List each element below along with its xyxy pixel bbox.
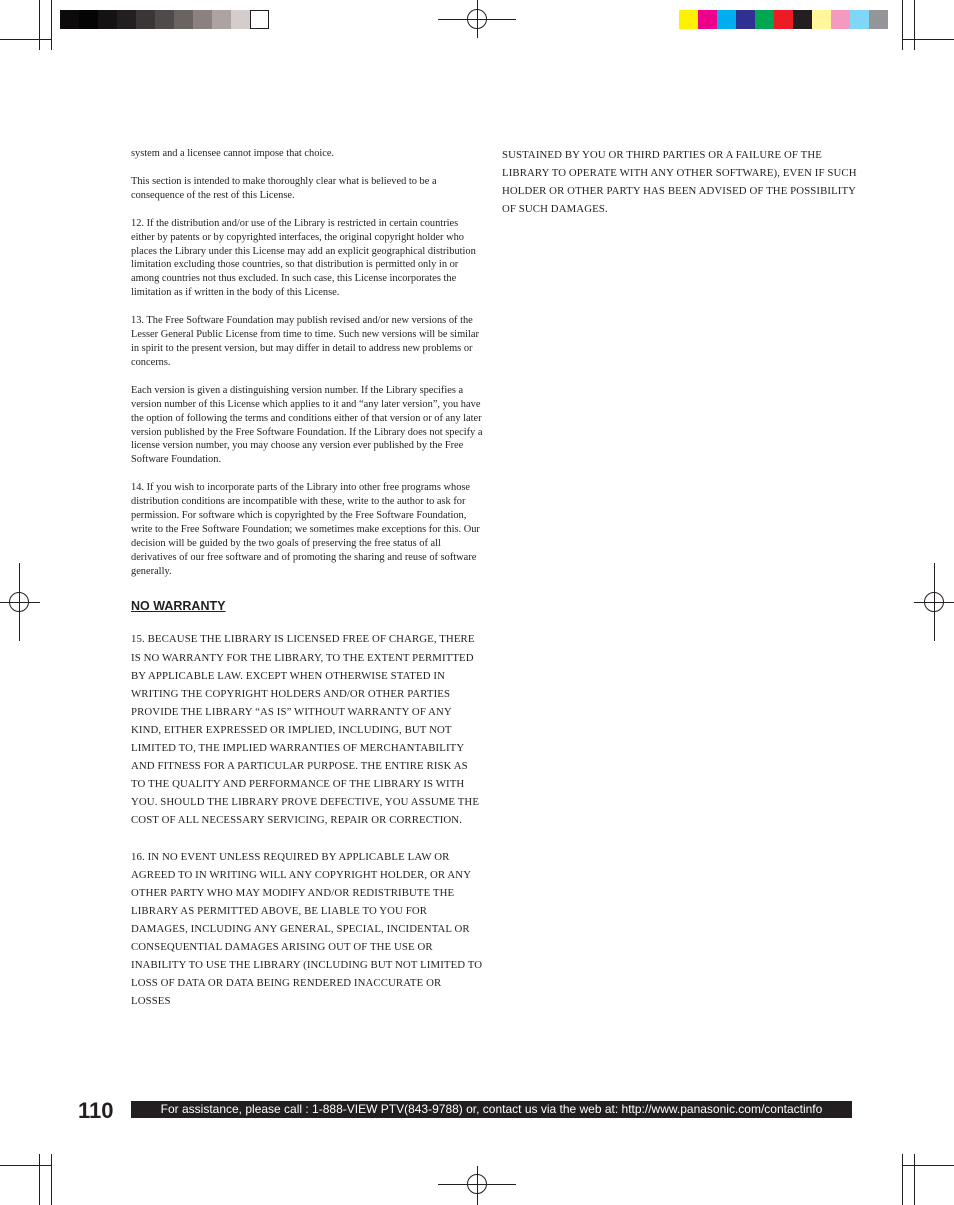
color-swatch: [698, 10, 717, 29]
body-paragraph: 13. The Free Software Foundation may publish revised and/or new versions of the Lesser General Public License from time to time. Such new versions will be similar in spirit to the present version, but may differ in detail to address new problems or concerns.: [131, 315, 480, 368]
gray-swatch: [174, 10, 193, 29]
color-swatch: [812, 10, 831, 29]
gray-swatch: [136, 10, 155, 29]
color-swatch: [869, 10, 888, 29]
gray-swatch: [60, 10, 79, 29]
color-calibration-bar: [679, 10, 888, 29]
gray-swatch: [212, 10, 231, 29]
gray-swatch: [231, 10, 250, 29]
gray-swatch: [98, 10, 117, 29]
body-paragraph: This section is intended to make thoroughly clear what is believed to be a consequence of the rest of this License.: [131, 175, 437, 201]
body-paragraph: 14. If you wish to incorporate parts of the Library into other free programs whose distribution conditions are incompatible with these, write to the author to ask for permission. For software which is copyrighted by the Free Software Foundation, write to the Free Software Foundation; we sometimes make exceptions for this. Our decision will be guided by the two goals of preserving the free status of all derivatives of our free software and of promoting the sharing and reuse of software generally.: [131, 482, 480, 577]
left-column: [131, 147, 483, 1028]
body-paragraph: Each version is given a distinguishing version number. If the Library specifies a version number of this License which applies to it and “any later version”, you have the option of following the terms and conditions either of that version or of any later version published by the Free Software Foundation. If the Library does not specify a license version number, you may choose any version ever published by the Free Software Foundation.: [131, 384, 483, 466]
color-swatch: [755, 10, 774, 29]
color-swatch: [774, 10, 793, 29]
color-swatch: [717, 10, 736, 29]
grayscale-calibration-bar: [60, 10, 269, 29]
right-column: [502, 147, 862, 233]
section-heading: NO WARRANTY: [131, 598, 226, 613]
page-number: 110: [78, 1098, 114, 1123]
body-paragraph: 12. If the distribution and/or use of the Library is restricted in certain countries either by patents or by copyrighted interfaces, the original copyright holder who places the Library under this License may add an explicit geographical distribution limitation excluding those countries, so that distribution is permitted only in or among countries not thus excluded. In such case, this License incorporates the limitation as if written in the body of this License.: [131, 217, 476, 299]
gray-swatch: [155, 10, 174, 29]
assistance-footer-bar: [131, 1101, 852, 1118]
warranty-paragraph: 16. IN NO EVENT UNLESS REQUIRED BY APPLICABLE LAW OR AGREED TO IN WRITING WILL ANY COPYRIGHT HOLDER, OR ANY OTHER PARTY WHO MAY MODIFY AND/OR REDISTRIBUTE THE LIBRARY AS PERMITTED ABOVE, BE LIABLE TO YOU FOR DAMAGES, INCLUDING ANY GENERAL, SPECIAL, INCIDENTAL OR CONSEQUENTIAL DAMAGES ARISING OUT OF THE USE OR INABILITY TO USE THE LIBRARY (INCLUDING BUT NOT LIMITED TO LOSS OF DATA OR DATA BEING RENDERED INACCURATE OR LOSSES: [131, 850, 483, 1008]
warranty-paragraph: SUSTAINED BY YOU OR THIRD PARTIES OR A FAILURE OF THE LIBRARY TO OPERATE WITH ANY OTHER SOFTWARE), EVEN IF SUCH HOLDER OR OTHER PARTY HAS BEEN ADVISED OF THE POSSIBILITY OF SUCH DAMAGES.: [502, 149, 857, 215]
gray-swatch: [193, 10, 212, 29]
color-swatch: [679, 10, 698, 29]
gray-swatch: [250, 10, 269, 29]
gray-swatch: [117, 10, 136, 29]
color-swatch: [831, 10, 850, 29]
color-swatch: [736, 10, 755, 29]
assistance-text: For assistance, please call : 1-888-VIEW PTV(843-9788) or, contact us via the web at: http://www.panasonic.com/contactinfo: [160, 1102, 823, 1116]
body-paragraph: system and a licensee cannot impose that choice.: [131, 148, 335, 159]
color-swatch: [850, 10, 869, 29]
gray-swatch: [79, 10, 98, 29]
warranty-paragraph: 15. BECAUSE THE LIBRARY IS LICENSED FREE OF CHARGE, THERE IS NO WARRANTY FOR THE LIBRARY, TO THE EXTENT PERMITTED BY APPLICABLE LAW. EXCEPT WHEN OTHERWISE STATED IN WRITING THE COPYRIGHT HOLDERS AND/OR OTHER PARTIES PROVIDE THE LIBRARY “AS IS” WITHOUT WARRANTY OF ANY KIND, EITHER EXPRESSED OR IMPLIED, INCLUDING, BUT NOT LIMITED TO, THE IMPLIED WARRANTIES OF MERCHANTABILITY AND FITNESS FOR A PARTICULAR PURPOSE. THE ENTIRE RISK AS TO THE QUALITY AND PERFORMANCE OF THE LIBRARY IS WITH YOU. SHOULD THE LIBRARY PROVE DEFECTIVE, YOU ASSUME THE COST OF ALL NECESSARY SERVICING, REPAIR OR CORRECTION.: [131, 633, 480, 827]
color-swatch: [793, 10, 812, 29]
